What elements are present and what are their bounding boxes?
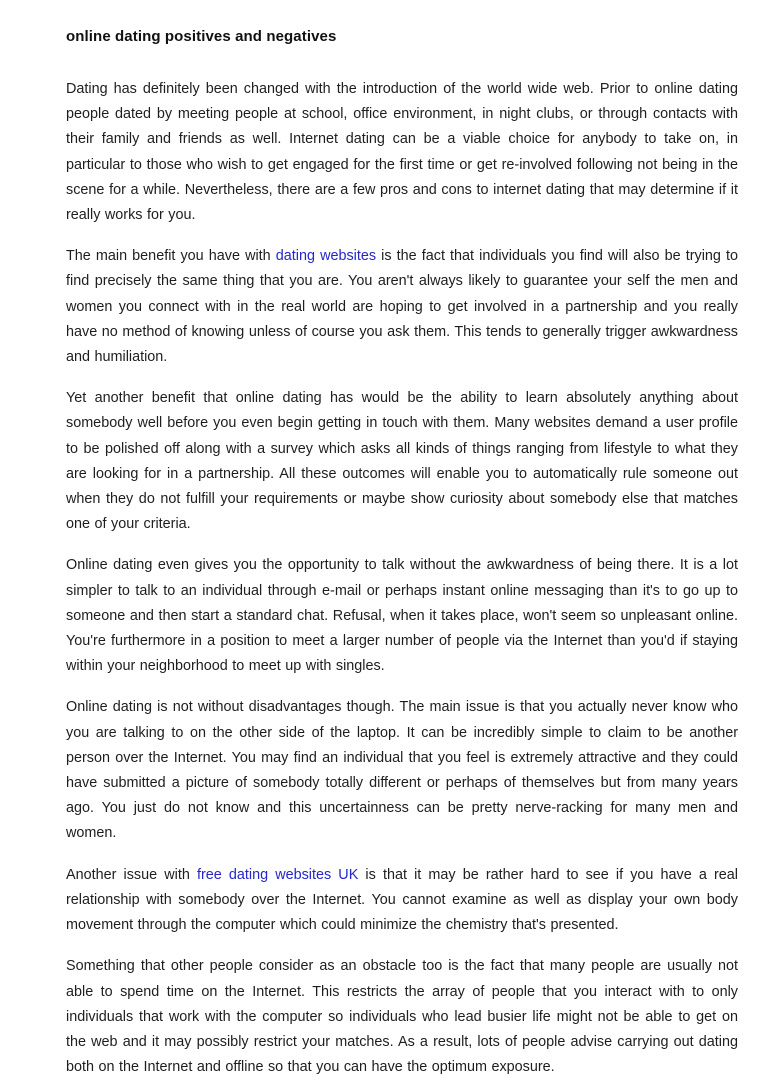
free-dating-websites-uk-link[interactable]: free dating websites UK — [196, 866, 359, 883]
document-title: online dating positives and negatives — [66, 28, 337, 45]
paragraph-6-text-before: Another issue with — [66, 866, 197, 883]
dating-websites-link[interactable]: dating websites — [275, 248, 377, 265]
paragraph-4: Online dating even gives you the opportunity to talk without the awkwardness of being there. It is a lot simpler to talk to an individual through e-mail or perhaps instant online messaging than it's to go up to someone and then start a standard chat. Refusal, when it takes place, won't seem so unpleasant online. You're furthermore in a position to meet a larger number of people via the Internet than you'd if staying within your neighborhood to meet up with singles. — [66, 557, 738, 675]
paragraph-2-text-after: is the fact that individuals you find will also be trying to find precisely the same thing that you are. You aren't always likely to guarantee your self the men and women you connect with in the real world are hoping to get involved in a partnership and you really have no method of knowing unless of course you ask them. This tends to generally trigger awkwardness and humiliation. — [66, 248, 738, 366]
paragraph-1: Dating has definitely been changed with the introduction of the world wide web. Prior to online dating people dated by meeting people at school, office environment, in night clubs, or through contacts with their family and friends as well. Internet dating can be a viable choice for anybody to take on, in particular to those who wish to get engaged for the first time or get re-involved following not being in the scene for a while. Nevertheless, there are a few pros and cons to internet dating that may determine if it really works for you. — [66, 81, 738, 224]
paragraph-3: Yet another benefit that online dating has would be the ability to learn absolutely anything about somebody well before you even begin getting in touch with them. Many websites demand a user profile to be polished off along with a survey which asks all kinds of things ranging from lifestyle to what they are looking for in a partnership. All these outcomes will enable you to automatically rule someone out when they do not fulfill your requirements or maybe show curiosity about somebody else that matches one of your criteria. — [66, 390, 738, 533]
paragraph-6 — [66, 863, 738, 939]
paragraph-2 — [66, 244, 738, 370]
paragraph-5: Online dating is not without disadvantages though. The main issue is that you actually never know who you are talking to on the other side of the laptop. It can be incredibly simple to claim to be another person over the Internet. You may find an individual that you feel is extremely attractive and they could have submitted a picture of somebody totally different or perhaps of themselves but from many years ago. You just do not know and this uncertainness can be pretty nerve-racking for many men and women. — [66, 699, 738, 842]
paragraph-2-text-before: The main benefit you have with — [66, 248, 276, 265]
paragraph-6-text-after: is that it may be rather hard to see if you have a real relationship with somebody over the Internet. You cannot examine as well as display your own body movement through the computer which could minimize the chemistry that's presented. — [66, 866, 738, 934]
paragraph-7: Something that other people consider as an obstacle too is the fact that many people are usually not able to spend time on the Internet. This restricts the array of people that you interact with to only individuals that work with the computer so individuals who lead busier life might not be able to get on the web and it may possibly restrict your matches. As a result, lots of people advise carrying out dating both on the Internet and offline so that you can have the optimum exposure. — [66, 958, 738, 1076]
